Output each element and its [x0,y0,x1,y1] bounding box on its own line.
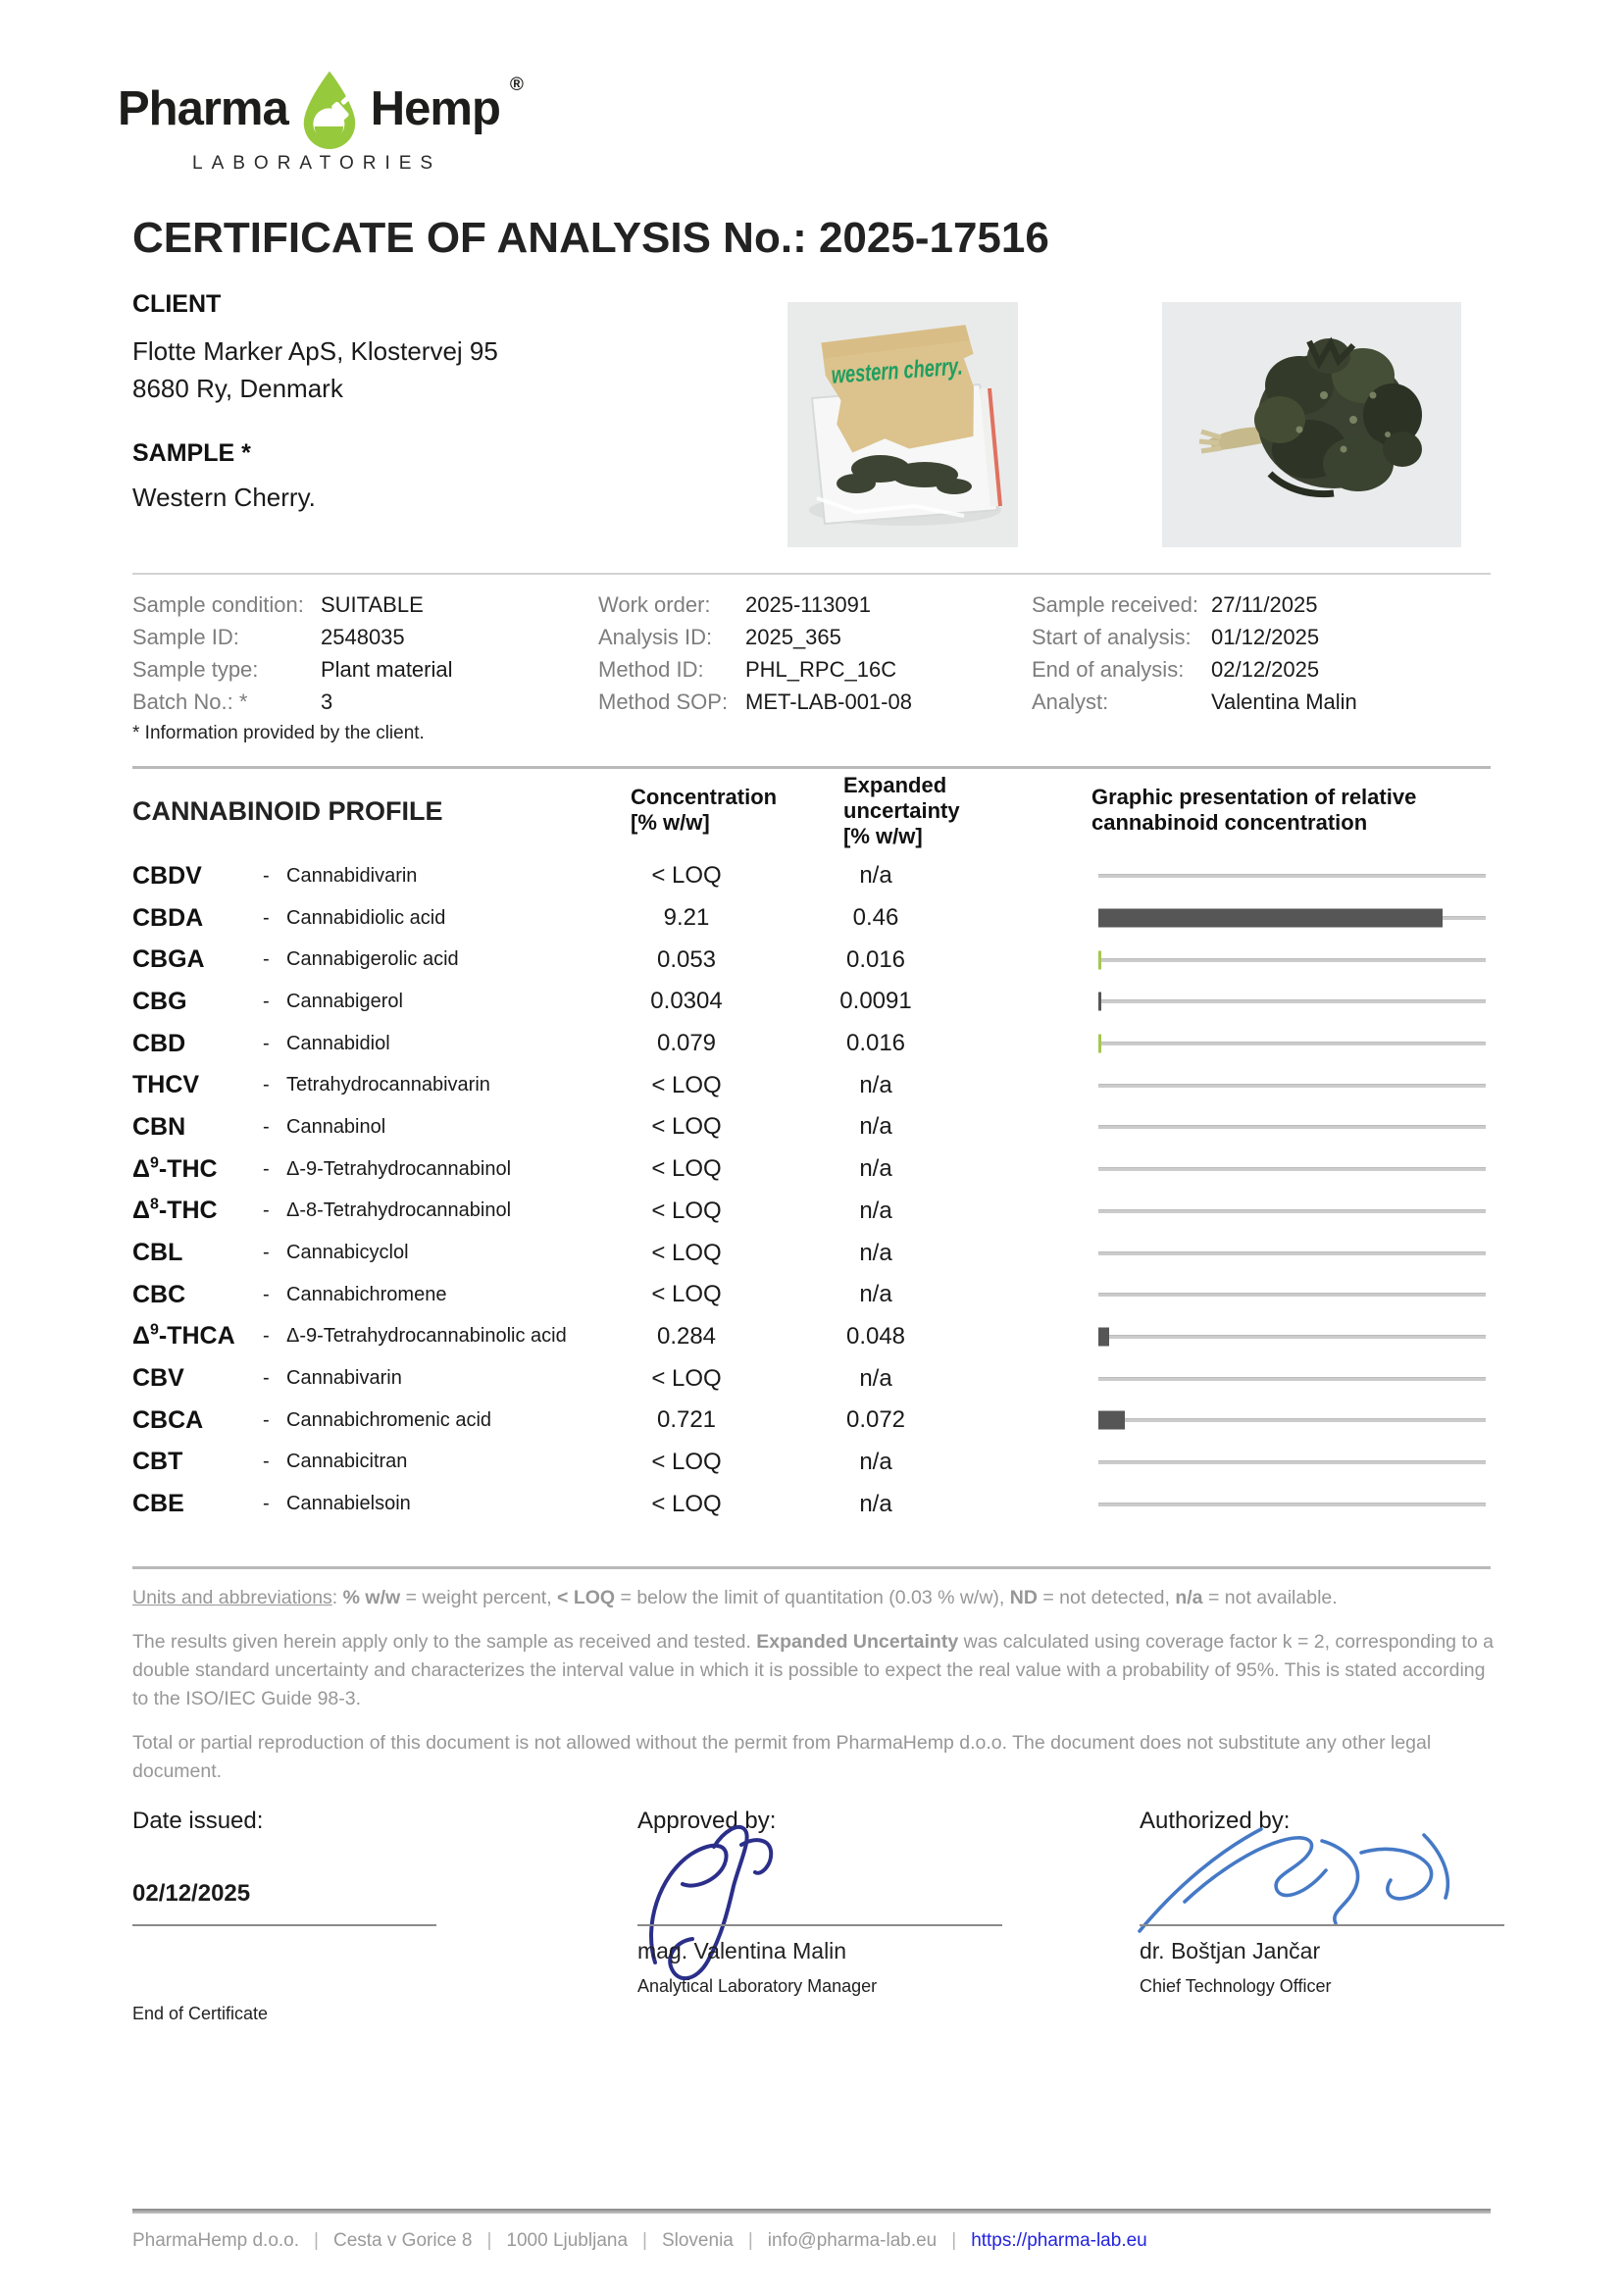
relative-concentration-bar [1098,1106,1486,1148]
cannabinoid-name: - Cannabivarin [263,1367,402,1390]
client-address-line2: 8680 Ry, Denmark [132,374,343,403]
detail-value: 2025_365 [745,624,841,649]
bar-track [1098,1503,1486,1506]
detail-row [1032,653,1357,686]
detail-label: Method ID: [598,656,704,682]
cannabinoid-abbr: $\Delta^8$-THC [132,1197,218,1225]
date-issued-block [132,1808,544,2023]
page-title: CERTIFICATE OF ANALYSIS No.: 2025-17516 [132,214,1049,262]
cannabinoid-row [132,855,1491,897]
detail-value: 3 [321,688,333,714]
cannabinoid-abbr: CBE [132,1490,184,1518]
concentration-value: < LOQ [651,1364,722,1392]
cannabinoid-abbr: CBV [132,1364,184,1393]
approved-by-block [637,1808,1049,1996]
bar-track [1098,1293,1486,1297]
detail-label: Analyst: [1032,688,1109,714]
detail-value: 01/12/2025 [1211,624,1320,649]
concentration-value: < LOQ [651,1197,722,1224]
footer-divider [132,2209,1491,2214]
uncertainty-value: n/a [859,1071,892,1098]
detail-label: Analysis ID: [598,624,713,649]
footer-separator: | [747,2230,753,2251]
concentration-value: < LOQ [651,1281,722,1308]
footer-city: 1000 Ljubljana [506,2230,629,2251]
uncertainty-column-header: Expanded uncertainty [% w/w] [843,773,960,848]
sample-heading: SAMPLE * [132,439,251,467]
approved-by-name: mag. Valentina Malin [637,1938,847,1963]
concentration-value: < LOQ [651,1239,722,1266]
cannabinoid-name: - Cannabinol [263,1115,386,1138]
uncertainty-value: 0.0091 [839,988,912,1015]
relative-concentration-bar [1098,939,1486,981]
concentration-value: 0.721 [656,1406,717,1434]
detail-value: MET-LAB-001-08 [745,688,912,714]
logo-subtitle: LABORATORIES [192,153,442,174]
cannabinoid-row [132,1232,1491,1274]
detail-label: Sample received: [1032,591,1198,617]
sample-bag-photo [787,302,1018,552]
pharmahemp-logo [118,69,524,175]
concentration-value: < LOQ [651,1448,722,1475]
date-issued-label: Date issued: [132,1808,264,1834]
cannabinoid-row [132,1442,1491,1484]
uncertainty-value: n/a [859,1239,892,1266]
sample-details [132,588,1491,721]
uncertainty-value: 0.048 [845,1322,906,1350]
detail-row [1032,686,1357,718]
detail-row [132,653,453,686]
detail-label: Method SOP: [598,688,729,714]
bar-fill [1098,1411,1125,1430]
relative-concentration-bar [1098,855,1486,897]
concentration-value: 0.053 [656,945,717,973]
cannabinoid-name: - Cannabidivarin [263,864,418,887]
detail-value: Valentina Malin [1211,688,1357,714]
detail-label: Sample condition: [132,591,304,617]
cannabinoid-abbr: CBC [132,1280,186,1308]
concentration-value: < LOQ [651,1155,722,1183]
cannabinoid-rows [132,855,1491,1525]
concentration-value: 0.284 [656,1322,717,1350]
relative-concentration-bar [1098,1064,1486,1106]
relative-concentration-bar [1098,1023,1486,1065]
uncertainty-value: n/a [859,1281,892,1308]
relative-concentration-bar [1098,897,1486,940]
detail-row [598,686,912,718]
cannabinoid-row [132,1357,1491,1400]
detail-row [598,653,912,686]
detail-value: Plant material [321,656,453,682]
cannabinoid-abbr: CBDA [132,903,204,932]
bar-track [1098,1335,1486,1339]
footer-separator: | [642,2230,647,2251]
cannabinoid-name: - Tetrahydrocannabivarin [263,1074,490,1096]
reproduction-note: Total or partial reproduction of this document is not allowed without the permit from PharmaHemp d.o.o. The document does not substitute any other legal document. [132,1732,1432,1782]
approved-by-title: Analytical Laboratory Manager [637,1976,878,1996]
cannabinoid-abbr: CBL [132,1239,183,1267]
bar-track [1098,874,1486,878]
cannabinoid-abbr: THCV [132,1071,200,1099]
concentration-value: 0.0304 [650,988,723,1015]
detail-row [132,686,453,718]
detail-value: PHL_RPC_16C [745,656,897,682]
concentration-value: < LOQ [651,1071,722,1098]
detail-value: 02/12/2025 [1211,656,1320,682]
bar-track [1098,1125,1486,1129]
relative-concentration-bar [1098,1400,1486,1442]
authorized-by-label: Authorized by: [1140,1808,1291,1834]
bar-track [1098,1377,1486,1381]
cannabinoid-abbr: $\Delta^9$-THCA [132,1322,235,1351]
signature-line [637,1924,1002,1926]
uncertainty-value: n/a [859,1490,892,1517]
uncertainty-value: 0.072 [845,1406,906,1434]
cannabinoid-name: - Cannabidiol [263,1032,390,1054]
cannabinoid-row [132,1148,1491,1191]
footer-country: Slovenia [661,2230,734,2251]
bar-track [1098,958,1486,962]
divider [132,766,1491,769]
divider [132,573,1491,575]
uncertainty-value: n/a [859,1364,892,1392]
bar-track [1098,1084,1486,1088]
bar-fill [1098,993,1101,1011]
concentration-column-header: Concentration [% w/w] [631,785,778,835]
detail-value: 27/11/2025 [1211,591,1318,617]
authorized-by-block [1140,1808,1551,1996]
authorized-by-title: Chief Technology Officer [1140,1976,1332,1996]
uncertainty-value: 0.016 [845,1030,906,1057]
concentration-value: 0.079 [656,1030,717,1057]
footer-separator: | [314,2230,319,2251]
footer-separator: | [951,2230,957,2251]
concentration-value: < LOQ [651,862,722,890]
cannabinoid-name: - Cannabidiolic acid [263,906,446,929]
cannabinoid-profile-title: CANNABINOID PROFILE [132,796,443,826]
client-heading: CLIENT [132,290,222,318]
bar-track [1098,1251,1486,1255]
bar-track [1098,1460,1486,1464]
client-address-line1: Flotte Marker ApS, Klostervej 95 [132,336,498,366]
bar-track [1098,1209,1486,1213]
divider [132,1566,1491,1569]
bar-fill [1098,909,1443,928]
footer-company: PharmaHemp d.o.o. [132,2230,300,2251]
uncertainty-value: n/a [859,1113,892,1141]
detail-label: End of analysis: [1032,656,1185,682]
cannabinoid-name: - Cannabicyclol [263,1242,409,1264]
logo-word-pharma: Pharma [118,82,288,135]
details-column-analysis [598,588,912,718]
relative-concentration-bar [1098,981,1486,1023]
footer [132,2230,1491,2252]
cannabinoid-abbr: CBCA [132,1405,204,1434]
uncertainty-value: 0.016 [845,945,906,973]
handwritten-sample-label: western cherry. [830,349,1013,389]
cannabinoid-name: - Cannabicitran [263,1451,408,1473]
relative-concentration-bar [1098,1357,1486,1400]
client-block [132,290,498,407]
cannabinoid-name: - Cannabielsoin [263,1493,411,1515]
detail-label: Batch No.: * [132,688,248,714]
cannabinoid-name: - Cannabigerolic acid [263,948,459,971]
logo-word-hemp: Hemp [370,82,500,135]
sample-name: Western Cherry. [132,483,316,512]
graphic-column-header: Graphic presentation of relative cannabinoid concentration [1091,785,1417,835]
sample-bud-photo [1162,302,1461,552]
bar-track [1098,1167,1486,1171]
detail-label: Work order: [598,591,711,617]
approved-by-label: Approved by: [637,1808,777,1834]
cannabinoid-abbr: CBGA [132,945,205,974]
cannabinoid-row [132,939,1491,981]
cannabinoid-abbr: CBD [132,1029,186,1057]
cannabinoid-name: - Cannabigerol [263,990,403,1012]
cannabinoid-abbr: CBT [132,1448,183,1476]
detail-value: 2548035 [321,624,405,649]
footer-separator: | [486,2230,492,2251]
uncertainty-value: n/a [859,1197,892,1224]
cannabinoid-abbr: CBDV [132,861,202,890]
footer-address: Cesta v Gorice 8 [332,2230,473,2251]
client-info-footnote: * Information provided by the client. [132,723,425,743]
footer-email: info@pharma-lab.eu [767,2230,938,2251]
relative-concentration-bar [1098,1483,1486,1525]
signature-line [1140,1924,1504,1926]
cannabinoid-row [132,897,1491,940]
concentration-value: < LOQ [651,1113,722,1141]
bar-fill [1098,1327,1109,1346]
concentration-value: 9.21 [663,904,710,932]
cannabinoid-row [132,1106,1491,1148]
detail-row [1032,621,1357,653]
detail-label: Sample ID: [132,624,239,649]
relative-concentration-bar [1098,1232,1486,1274]
uncertainty-explanation-note: The results given herein apply only to the sample as received and tested. Expanded Uncertainty was calculated using coverage factor k = 2, corresponding to a double standard uncertainty and characterizes the interval value in which it is possible to expect the real value with a probability of 95%. This is stated according to the ISO/IEC Guide 98-3. [132,1631,1494,1709]
cannabinoid-row [132,1400,1491,1442]
detail-label: Start of analysis: [1032,624,1192,649]
cannabinoid-abbr: CBN [132,1112,186,1141]
cannabinoid-row [132,981,1491,1023]
detail-label: Sample type: [132,656,259,682]
units-abbreviations-note: Units and abbreviations: % w/w = weight percent, < LOQ = below the limit of quantitation (0.03 % w/w), ND = not detected, n/a = not available. [132,1587,1338,1608]
cannabinoid-row [132,1191,1491,1233]
cannabinoid-row [132,1274,1491,1316]
details-column-sample [132,588,453,718]
cannabinoid-abbr: CBG [132,987,187,1015]
cannabinoid-name: - Cannabichromene [263,1283,447,1305]
bar-track [1098,1418,1486,1422]
uncertainty-value: n/a [859,1155,892,1183]
cannabinoid-row [132,1483,1491,1525]
bar-track [1098,999,1486,1003]
registered-mark: ® [509,75,524,95]
uncertainty-value: n/a [859,862,892,890]
cannabinoid-name: - Cannabichromenic acid [263,1408,492,1431]
authorized-by-name: dr. Boštjan Jančar [1140,1938,1321,1963]
relative-concentration-bar [1098,1148,1486,1191]
bar-fill [1098,950,1101,969]
bar-track [1098,1042,1486,1045]
date-issued-value: 02/12/2025 [132,1880,251,1907]
cannabinoid-name: - Δ-9-Tetrahydrocannabinolic acid [263,1325,567,1348]
relative-concentration-bar [1098,1274,1486,1316]
detail-value: 2025-113091 [745,591,872,617]
detail-row [132,588,453,621]
details-column-dates [1032,588,1357,718]
droplet-flask-icon [298,69,361,149]
uncertainty-value: 0.46 [852,904,899,932]
cannabinoid-row [132,1316,1491,1358]
cannabinoid-name: - Δ-9-Tetrahydrocannabinol [263,1157,512,1180]
cannabinoid-row [132,1064,1491,1106]
cannabinoid-name: - Δ-8-Tetrahydrocannabinol [263,1199,512,1222]
footer-website-link[interactable]: https://pharma-lab.eu [971,2230,1147,2251]
detail-value: SUITABLE [321,591,424,617]
detail-row [598,588,912,621]
detail-row [598,621,912,653]
concentration-value: < LOQ [651,1490,722,1517]
relative-concentration-bar [1098,1316,1486,1358]
bar-fill [1098,1035,1101,1053]
end-of-certificate-note: End of Certificate [132,2004,269,2023]
uncertainty-value: n/a [859,1448,892,1475]
relative-concentration-bar [1098,1442,1486,1484]
detail-row [1032,588,1357,621]
signature-line [132,1924,436,1926]
cannabinoid-abbr: $\Delta^9$-THC [132,1154,218,1183]
relative-concentration-bar [1098,1191,1486,1233]
sample-block [132,439,316,513]
cannabinoid-row [132,1023,1491,1065]
detail-row [132,621,453,653]
